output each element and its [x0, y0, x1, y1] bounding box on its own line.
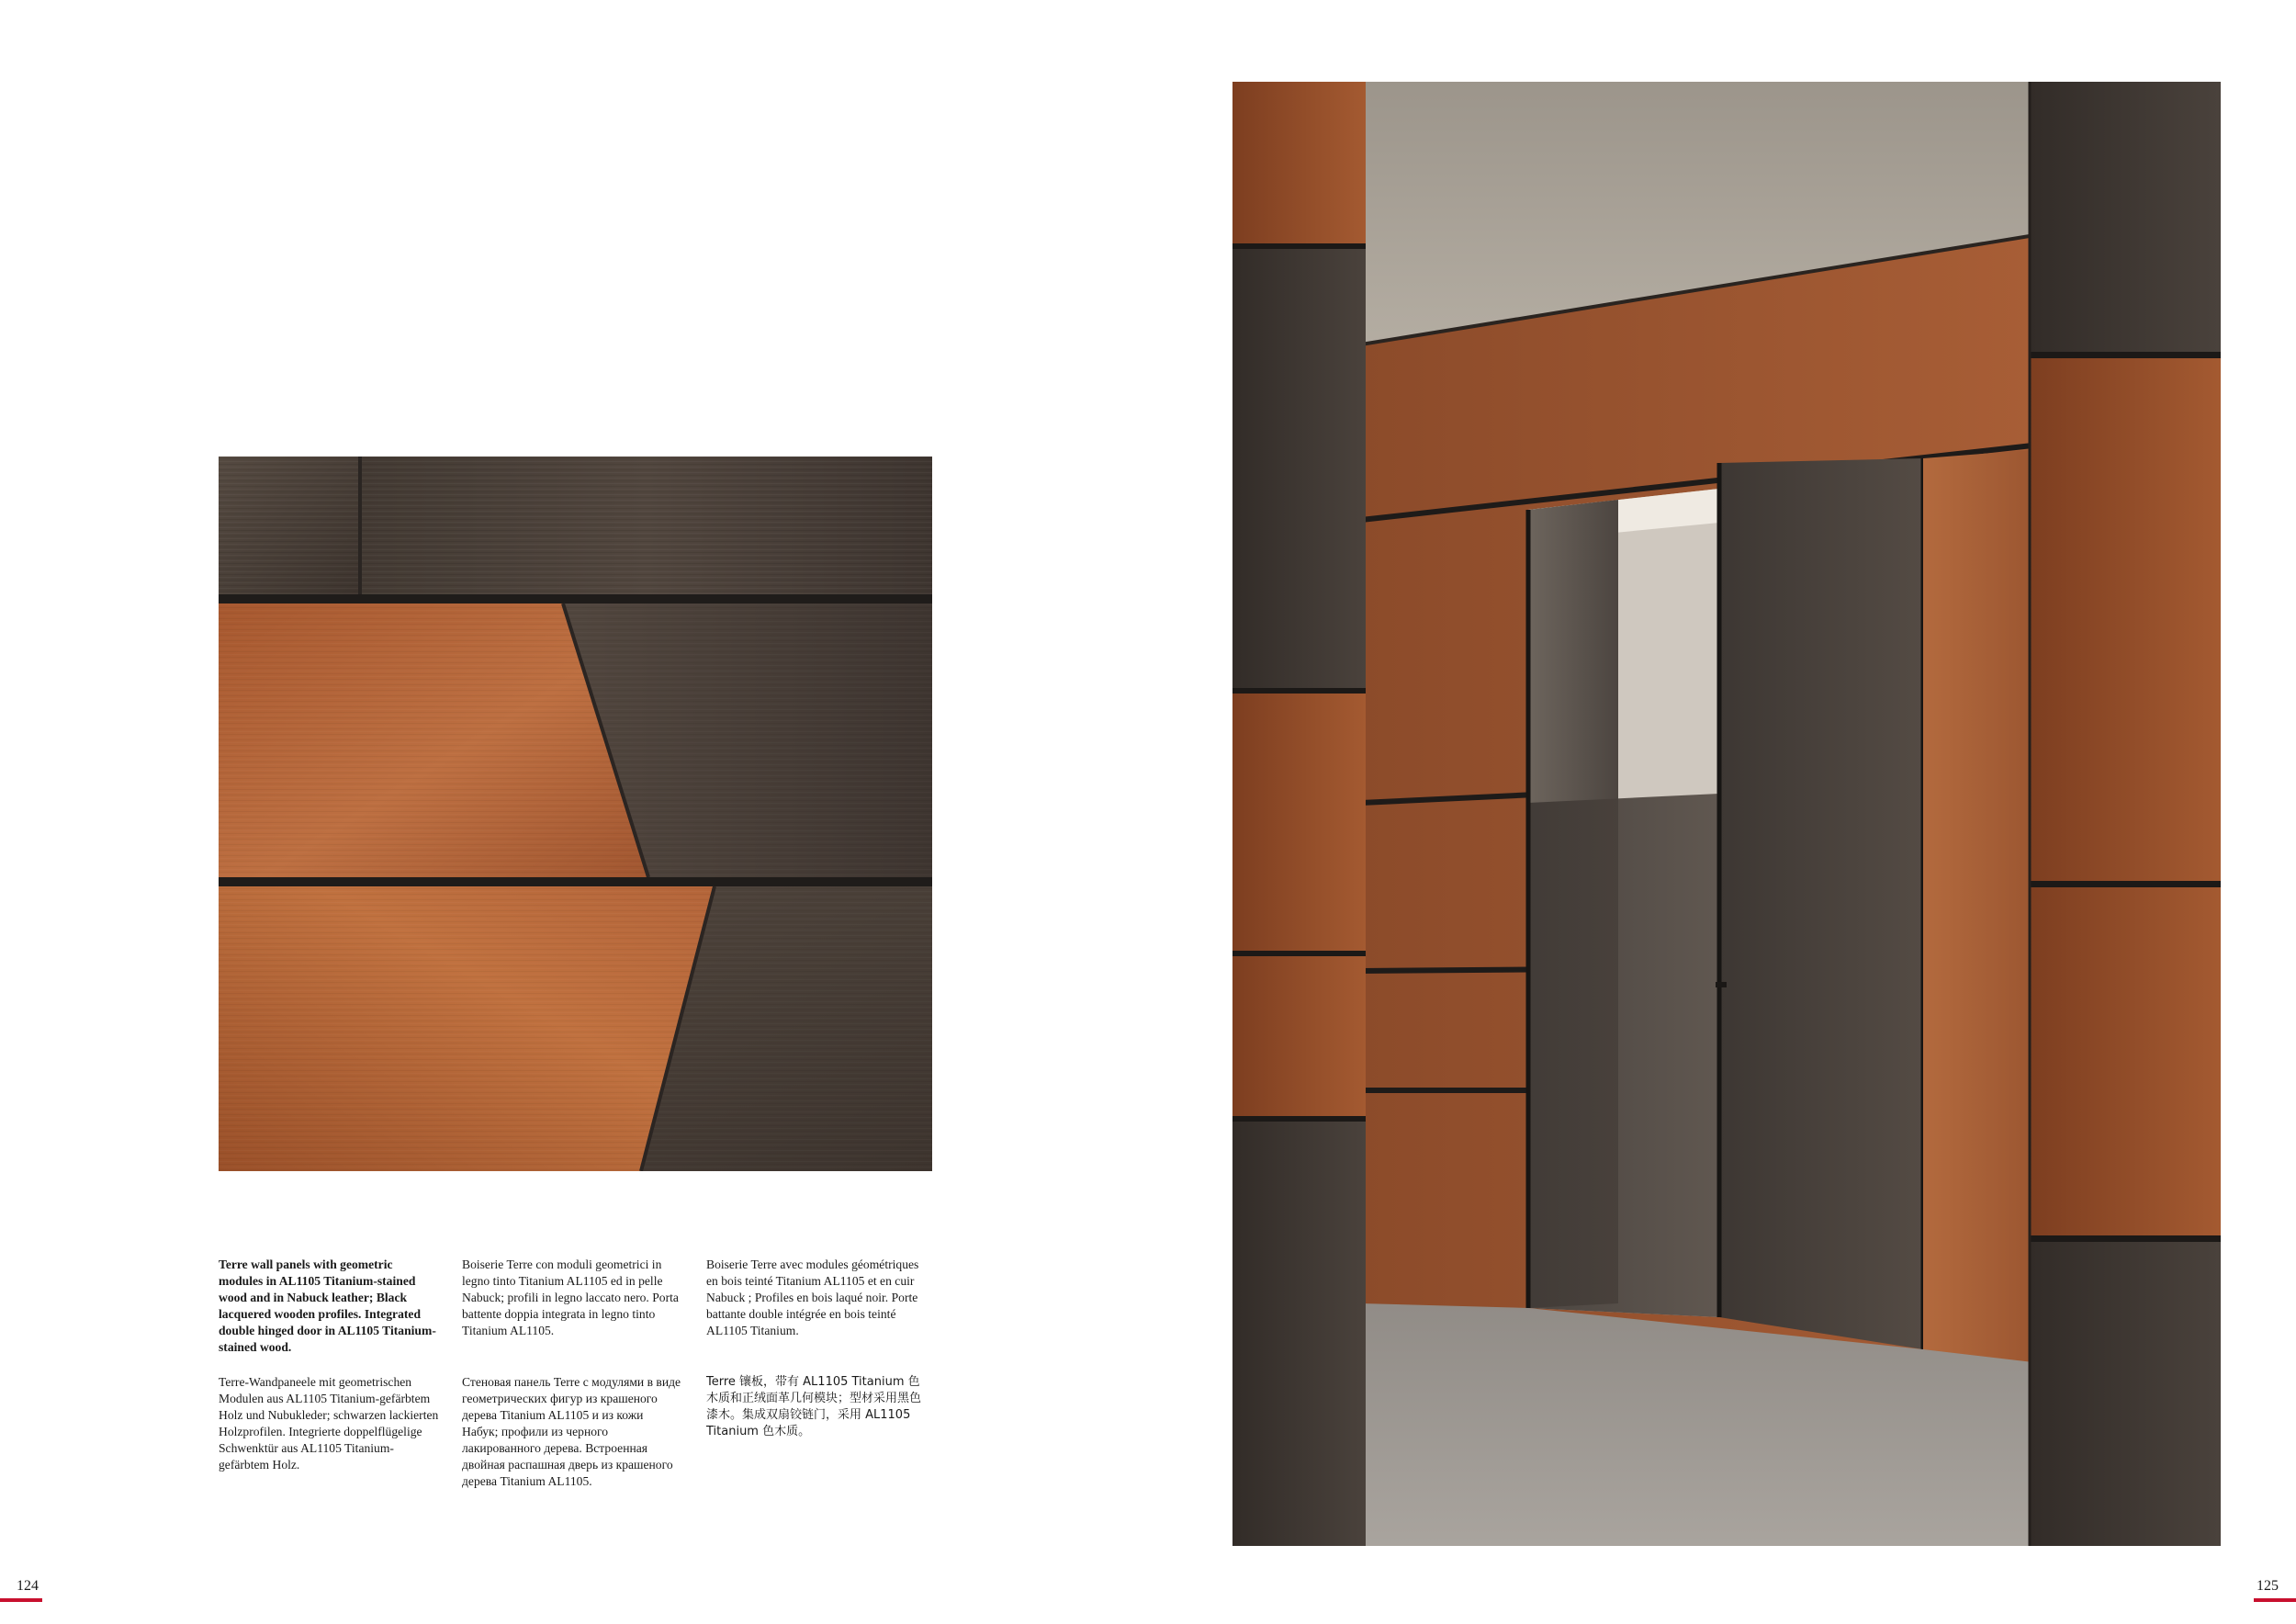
caption-russian: Стеновая панель Terre с модулями в виде геометрических фигур из крашеного дерева Titanium AL1105 и из кожи Набук; профили из черного лакированного дерева. Встроенная двойная распашная дверь из крашеного дерева Titanium AL1105.	[462, 1375, 681, 1488]
page-number-left: 124	[17, 1578, 39, 1594]
caption-english: Terre wall panels with geometric modules in AL1105 Titanium-stained wood and in Nabuck leather; Black lacquered wooden profiles. Integrated double hinged door in AL1105 Titanium-stained wood.	[219, 1257, 436, 1354]
interior-photo	[1232, 82, 2221, 1546]
page-number-right: 125	[2257, 1578, 2279, 1594]
folio-rule-right	[2254, 1598, 2296, 1602]
caption-german: Terre-Wandpaneele mit geometrischen Modulen aus AL1105 Titanium-gefärbtem Holz und Nubukleder; schwarzen lackierten Holzprofilen. Integrierte doppelflügelige Schwenktür aus AL1105 Titanium-gefärbtem Holz.	[219, 1375, 439, 1472]
caption-chinese: Terre 镶板，带有 AL1105 Titanium 色木质和正绒面革几何模块；型材采用黑色漆木。集成双扇铰链门，采用 AL1105 Titanium 色木质。	[706, 1375, 922, 1438]
folio-rule-left	[0, 1598, 42, 1602]
caption-french: Boiserie Terre avec modules géométriques en bois teinté Titanium AL1105 et en cuir Nabuck ; Profiles en bois laqué noir. Porte battante double intégrée en bois teinté AL1105 Titanium.	[706, 1257, 919, 1337]
caption-italian: Boiserie Terre con moduli geometrici in legno tinto Titanium AL1105 ed in pelle Nabuck; profili in legno laccato nero. Porta battente doppia integrata in legno tinto Titanium AL1105.	[462, 1257, 679, 1337]
wall-panel-photo	[219, 457, 932, 1171]
